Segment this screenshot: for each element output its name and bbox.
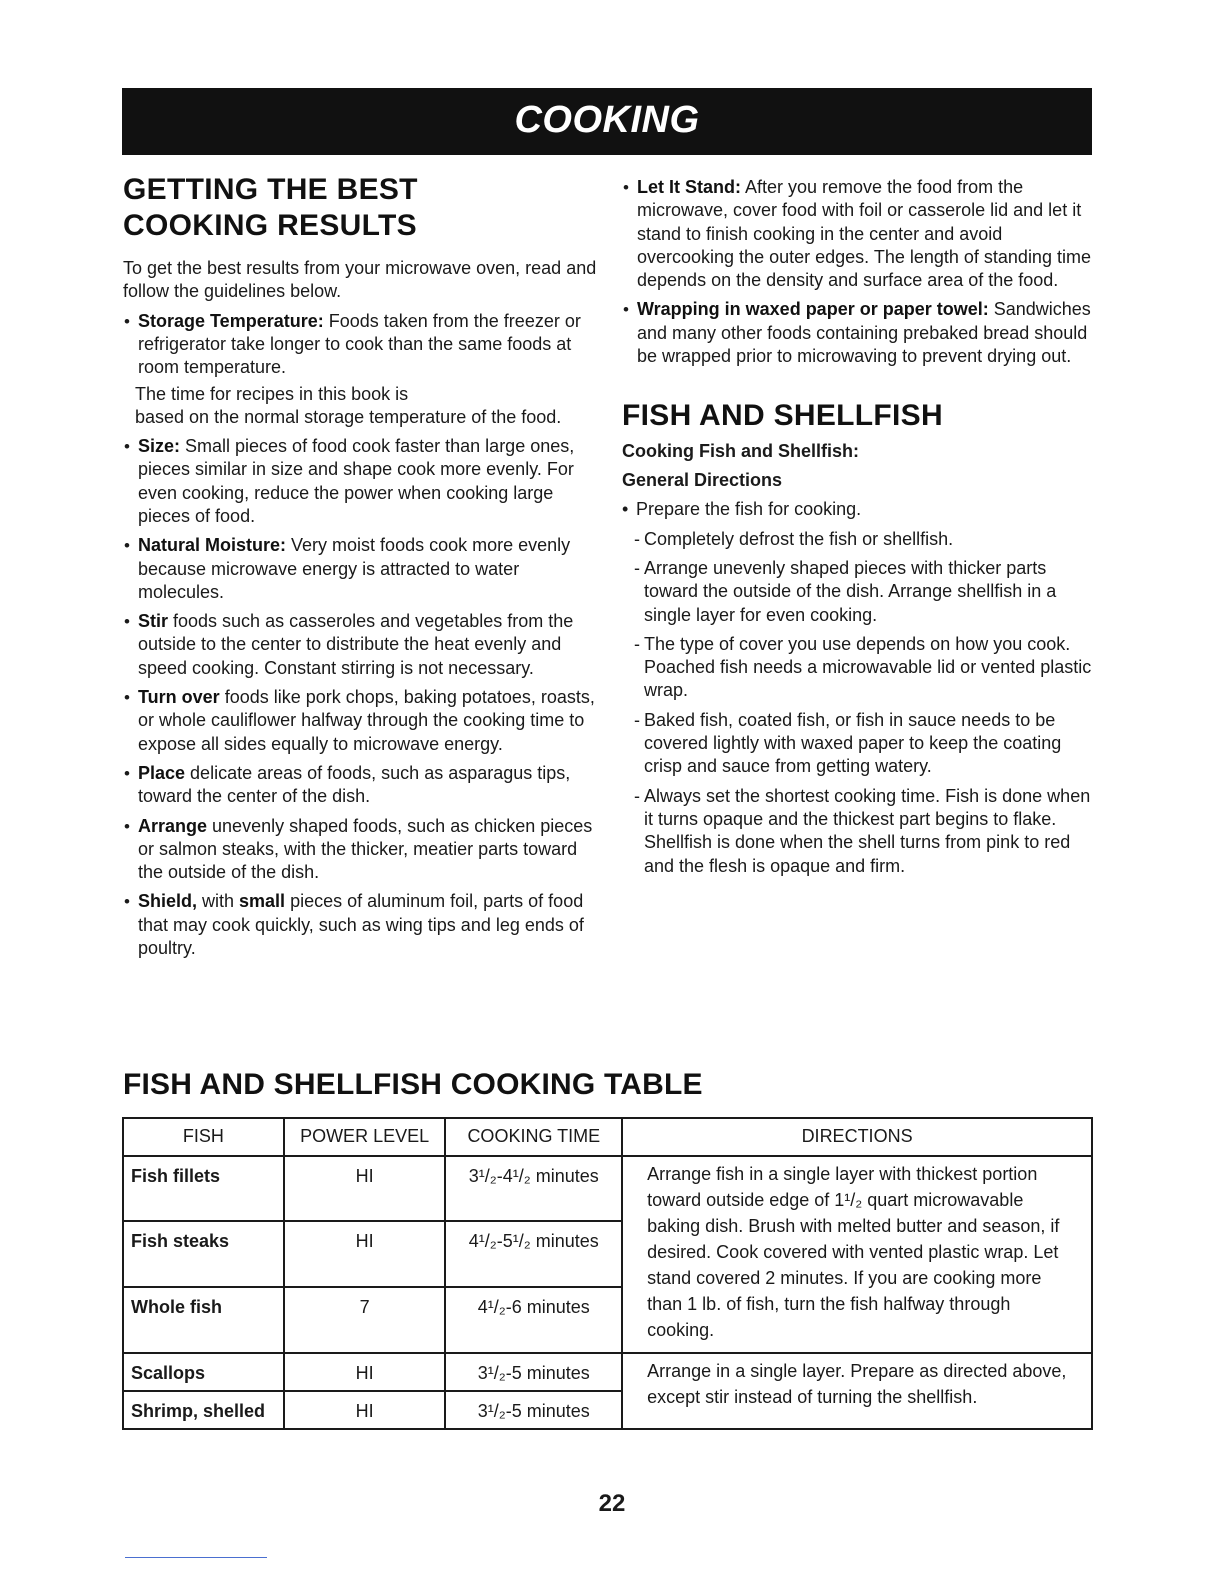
fish-subheading-2: General Directions <box>622 470 783 491</box>
tip-wrapping: • Wrapping in waxed paper or paper towel: Sandwiches and many other foods containing prebaked bread should be wrapped prior to microwaving to prevent drying out. <box>622 298 1097 368</box>
table-row <box>123 1156 1092 1221</box>
heading-line-2: COOKING RESULTS <box>123 209 417 242</box>
prepare-fish: • Prepare the fish for cooking. <box>622 498 1097 521</box>
storage-note-1: The time for recipes in this book is <box>135 384 409 405</box>
fish-name: Fish steaks <box>123 1221 284 1287</box>
table-row <box>123 1353 1092 1391</box>
tip-moisture: • Natural Moisture: Very moist foods cook more evenly because microwave energy is attracted to water molecules. <box>123 534 598 604</box>
tip-size: • Size: Small pieces of food cook faster than large ones, pieces similar in size and shape cook more evenly. For even cooking, reduce the power when cooking large pieces of food. <box>123 435 598 528</box>
direction-item: - Baked fish, coated fish, or fish in sauce needs to be covered lightly with waxed paper to keep the coating crisp and sauce from getting watery. <box>622 709 1097 779</box>
cooking-time: 4¹/₂-5¹/₂ minutes <box>445 1221 622 1287</box>
fish-heading: FISH AND SHELLFISH <box>622 399 943 433</box>
fish-subheading-1: Cooking Fish and Shellfish: <box>622 441 860 462</box>
direction-item: - Completely defrost the fish or shellfish. <box>622 528 1097 551</box>
direction-item: - Always set the shortest cooking time. Fish is done when it turns opaque and the thickest part begins to flake. Shellfish is done when the shell turns from pink to red and the flesh is opaque and firm. <box>622 785 1097 878</box>
right-column <box>622 176 1097 878</box>
direction-item: - The type of cover you use depends on how you cook. Poached fish needs a microwavable lid or vented plastic wrap. <box>622 633 1097 703</box>
table-header-row <box>123 1118 1092 1156</box>
footer-rule <box>125 1557 267 1558</box>
tip-shield: • Shield, with small pieces of aluminum foil, parts of food that may cook quickly, such as wing tips and leg ends of poultry. <box>123 890 598 960</box>
tip-stir: • Stir foods such as casseroles and vegetables from the outside to the center to distribute the heat evenly and speed cooking. Constant stirring is not necessary. <box>123 610 598 680</box>
fish-name: Scallops <box>123 1353 284 1391</box>
table-title: FISH AND SHELLFISH COOKING TABLE <box>123 1068 703 1101</box>
intro-text: To get the best results from your microwave oven, read and follow the guidelines below. <box>123 258 597 302</box>
left-column <box>123 172 598 960</box>
tip-storage: • Storage Temperature: Foods taken from the freezer or refrigerator take longer to cook than the same foods at room temperature. <box>123 310 598 380</box>
cooking-table <box>122 1117 1093 1430</box>
fish-name: Whole fish <box>123 1287 284 1353</box>
heading-line-1: GETTING THE BEST <box>123 173 418 206</box>
tip-arrange: • Arrange unevenly shaped foods, such as chicken pieces or salmon steaks, with the thicker, meatier parts toward the outside of the dish. <box>123 815 598 885</box>
header-fish: FISH <box>123 1118 284 1156</box>
power-level: HI <box>284 1221 446 1287</box>
direction-item: - Arrange unevenly shaped pieces with thicker parts toward the outside of the dish. Arrange shellfish in a single layer for even cooking. <box>622 557 1097 627</box>
shellfish-directions: Arrange in a single layer. Prepare as directed above, except stir instead of turning the shellfish. <box>622 1353 1092 1429</box>
storage-note-2: based on the normal storage temperature of the food. <box>135 406 562 427</box>
tip-place: • Place delicate areas of foods, such as asparagus tips, toward the center of the dish. <box>123 762 598 809</box>
fish-name: Shrimp, shelled <box>123 1391 284 1429</box>
header-directions: DIRECTIONS <box>622 1118 1092 1156</box>
banner-title: COOKING <box>514 99 700 141</box>
header-cooking-time: COOKING TIME <box>445 1118 622 1156</box>
best-results-heading <box>123 172 598 244</box>
power-level: HI <box>284 1156 446 1221</box>
cooking-time: 3¹/₂-4¹/₂ minutes <box>445 1156 622 1221</box>
tip-let-stand: • Let It Stand: After you remove the food from the microwave, cover food with foil or casserole lid and let it stand to finish cooking in the center and avoid overcooking the outer edges. The length of standing time depends on the density and surface area of the food. <box>622 176 1097 292</box>
cooking-time: 3¹/₂-5 minutes <box>445 1391 622 1429</box>
power-level: 7 <box>284 1287 446 1353</box>
page-number: 22 <box>598 1490 626 1517</box>
power-level: HI <box>284 1391 446 1429</box>
header-power-level: POWER LEVEL <box>284 1118 446 1156</box>
tip-turn-over: • Turn over foods like pork chops, baking potatoes, roasts, or whole cauliflower halfway through the cooking time to expose all sides equally to microwave energy. <box>123 686 598 756</box>
cooking-time: 4¹/₂-6 minutes <box>445 1287 622 1353</box>
cooking-time: 3¹/₂-5 minutes <box>445 1353 622 1391</box>
fish-name: Fish fillets <box>123 1156 284 1221</box>
section-banner <box>122 88 1092 155</box>
power-level: HI <box>284 1353 446 1391</box>
fish-directions: Arrange fish in a single layer with thickest portion toward outside edge of 1¹/₂ quart microwavable baking dish. Brush with melted butter and season, if desired. Cook covered with vented plastic wrap. Let stand covered 2 minutes. If you are cooking more than 1 lb. of fish, turn the fish halfway through cooking. <box>622 1156 1092 1353</box>
